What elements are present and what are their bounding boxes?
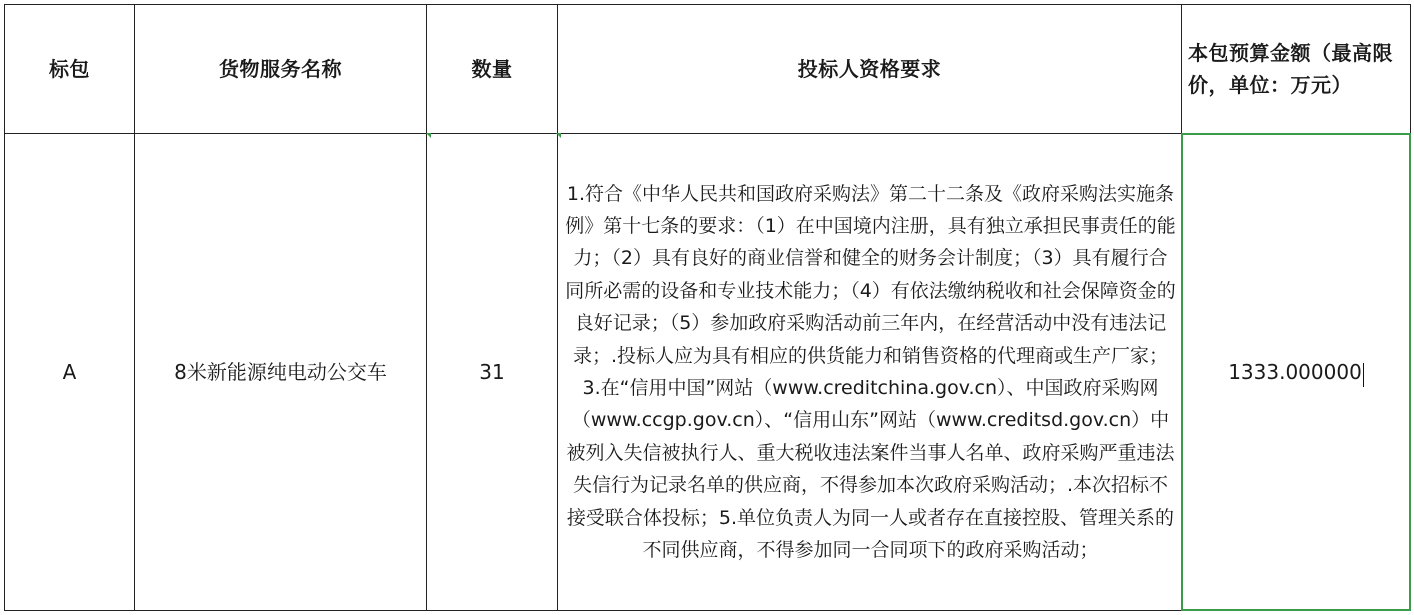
lot-value: A — [62, 360, 77, 384]
comment-indicator — [426, 133, 431, 138]
cell-quantity[interactable] — [427, 134, 558, 611]
header-cell-quantity[interactable] — [427, 5, 558, 134]
header-requirements-label: 投标人资格要求 — [797, 57, 942, 81]
requirements-value: 1.符合《中华人民共和国政府采购法》第二十二条及《政府采购法实施条例》第十七条的要求：（1）在中国境内注册，具有独立承担民事责任的能力；（2）具有良好的商业信誉和健全的财务会计制度；（3）具有履行合同所必需的设备和专业技术能力；（4）有依法缴纳税收和社会保障资金的良好记录；（5）参加政府采购活动前三年内，在经营活动中没有违法记录；.投标人应为具有相应的供货能力和销售资格的代理商或生产厂家；3.在“信用中国”网站（www.creditchina.gov.cn）、中国政府采购网（www.ccgp.gov.cn）、“信用山东”网站（www.creditsd.gov.cn）中被列入失信被执行人、重大税收违法案件当事人名单、政府采购严重违法失信行为记录名单的供应商，不得参加本次政府采购活动；.本次招标不接受联合体投标；5.单位负责人为同一人或者存在直接控股、管理关系的不同供应商，不得参加同一合同项下的政府采购活动； — [565, 182, 1176, 562]
quantity-value: 31 — [479, 360, 505, 384]
procurement-table — [4, 4, 1411, 611]
header-cell-lot[interactable] — [5, 5, 135, 134]
header-cell-name[interactable] — [135, 5, 427, 134]
header-quantity-label: 数量 — [471, 57, 513, 81]
comment-indicator — [556, 133, 561, 138]
text-cursor — [1363, 363, 1364, 387]
budget-value: 1333.000000 — [1228, 360, 1362, 384]
header-budget-label: 本包预算金额（最高限价，单位：万元） — [1188, 41, 1393, 97]
header-cell-requirements[interactable] — [558, 5, 1182, 134]
cell-requirements[interactable] — [558, 134, 1182, 611]
name-value: 8米新能源纯电动公交车 — [174, 360, 387, 384]
header-row — [5, 5, 1411, 134]
table-row — [5, 134, 1411, 611]
spreadsheet-table — [4, 4, 1410, 610]
header-cell-budget[interactable] — [1182, 5, 1411, 134]
cell-lot[interactable] — [5, 134, 135, 611]
cell-budget[interactable] — [1182, 134, 1411, 611]
header-name-label: 货物服务名称 — [219, 57, 342, 81]
header-lot-label: 标包 — [49, 57, 90, 81]
cell-name[interactable] — [135, 134, 427, 611]
